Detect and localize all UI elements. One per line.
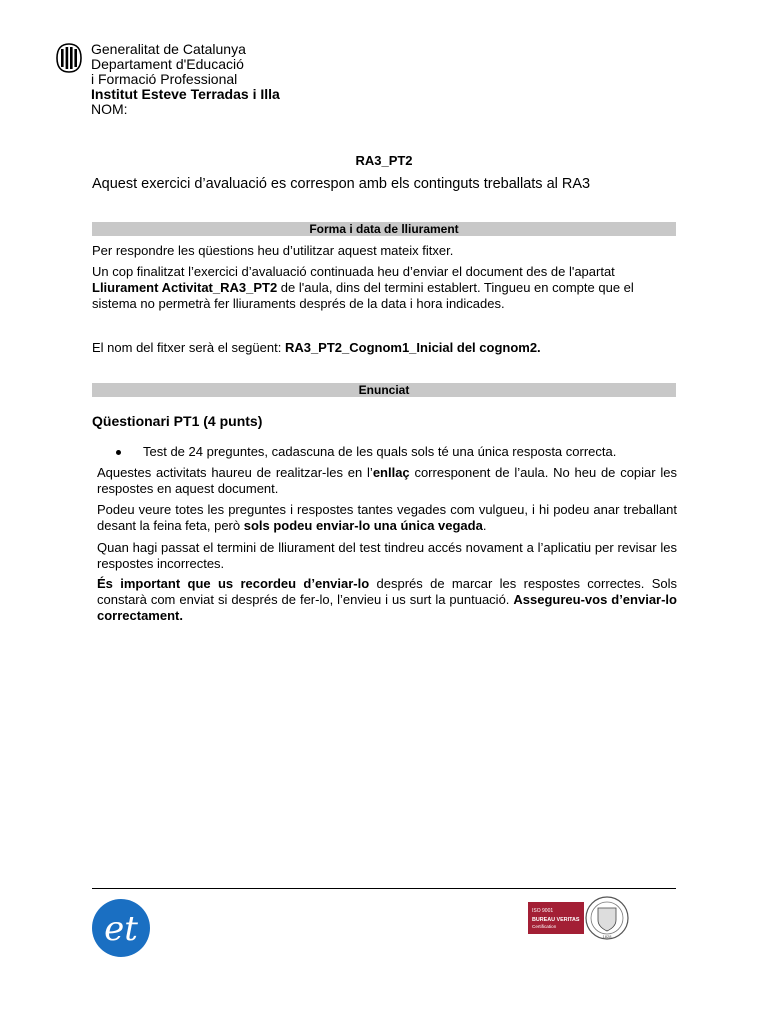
header-line-generalitat: Generalitat de Catalunya	[91, 41, 246, 57]
statement-paragraph-1: Aquestes activitats haureu de realitzar-les en l’enllaç corresponent de l’aula. No heu de copiar les respostes en aquest document.	[97, 465, 677, 496]
svg-text:1828: 1828	[602, 934, 612, 939]
header-line-department: Departament d'Educació	[91, 56, 244, 72]
section-heading-statement: Enunciat	[92, 383, 676, 397]
statement-paragraph-3: Quan hagi passat el termini de lliurament del test tindreu accés novament a l’aplicatiu per revisar les respostes incorrectes.	[97, 540, 677, 571]
et-logo-text: et	[104, 909, 138, 949]
svg-text:Certification: Certification	[532, 924, 557, 929]
header-name-label: NOM:	[91, 101, 128, 117]
delivery-paragraph-1: Per respondre les qüestions heu d’utilitzar aquest mateix fitxer.	[92, 243, 454, 258]
section-heading-delivery: Forma i data de lliurament	[92, 222, 676, 236]
delivery-filename-paragraph: El nom del fitxer serà el següent: RA3_PT2_Cognom1_Inicial del cognom2.	[92, 340, 541, 355]
generalitat-logo-icon	[56, 43, 82, 73]
bullet-icon	[116, 450, 121, 455]
header-line-fp: i Formació Professional	[91, 71, 238, 87]
filename-pattern: RA3_PT2_Cognom1_Inicial del cognom2.	[284, 340, 541, 355]
document-title: RA3_PT2	[355, 153, 413, 168]
questionnaire-heading: Qüestionari PT1 (4 punts)	[92, 413, 263, 429]
bureau-veritas-logo-icon	[528, 896, 632, 942]
et-logo-icon	[90, 898, 152, 958]
header-institute: Institut Esteve Terradas i Illa	[91, 86, 280, 102]
footer-divider	[92, 888, 676, 889]
delivery-paragraph-2: Un cop finalitzat l’exercici d’avaluació continuada heu d’enviar el document des de l'apartat Lliurament Activitat_RA3_PT2 de l'aula, dins del termini establert. Tingueu en compte que el sistema no permetrà fer lliuraments després de la data i hora indicades.	[92, 264, 634, 311]
statement-paragraph-2: Podeu veure totes les preguntes i respostes tantes vegades com vulgueu, i hi podeu anar treballant desant la feina feta, però sols podeu enviar-lo una única vegada.	[97, 502, 677, 533]
svg-text:ISO 9001: ISO 9001	[532, 908, 554, 914]
svg-text:BUREAU VERITAS: BUREAU VERITAS	[532, 917, 580, 923]
delivery-activity-name: Lliurament Activitat_RA3_PT2	[92, 280, 278, 295]
intro-text: Aquest exercici d’avaluació es correspon amb els continguts treballats al RA3	[92, 176, 591, 192]
statement-paragraph-4: És important que us recordeu d’enviar-lo després de marcar les respostes correctes. Sols constarà com enviat si després de fer-lo, l’envieu i us surt la puntuació. Assegureu-vos d’enviar-lo correctament.	[97, 576, 678, 623]
